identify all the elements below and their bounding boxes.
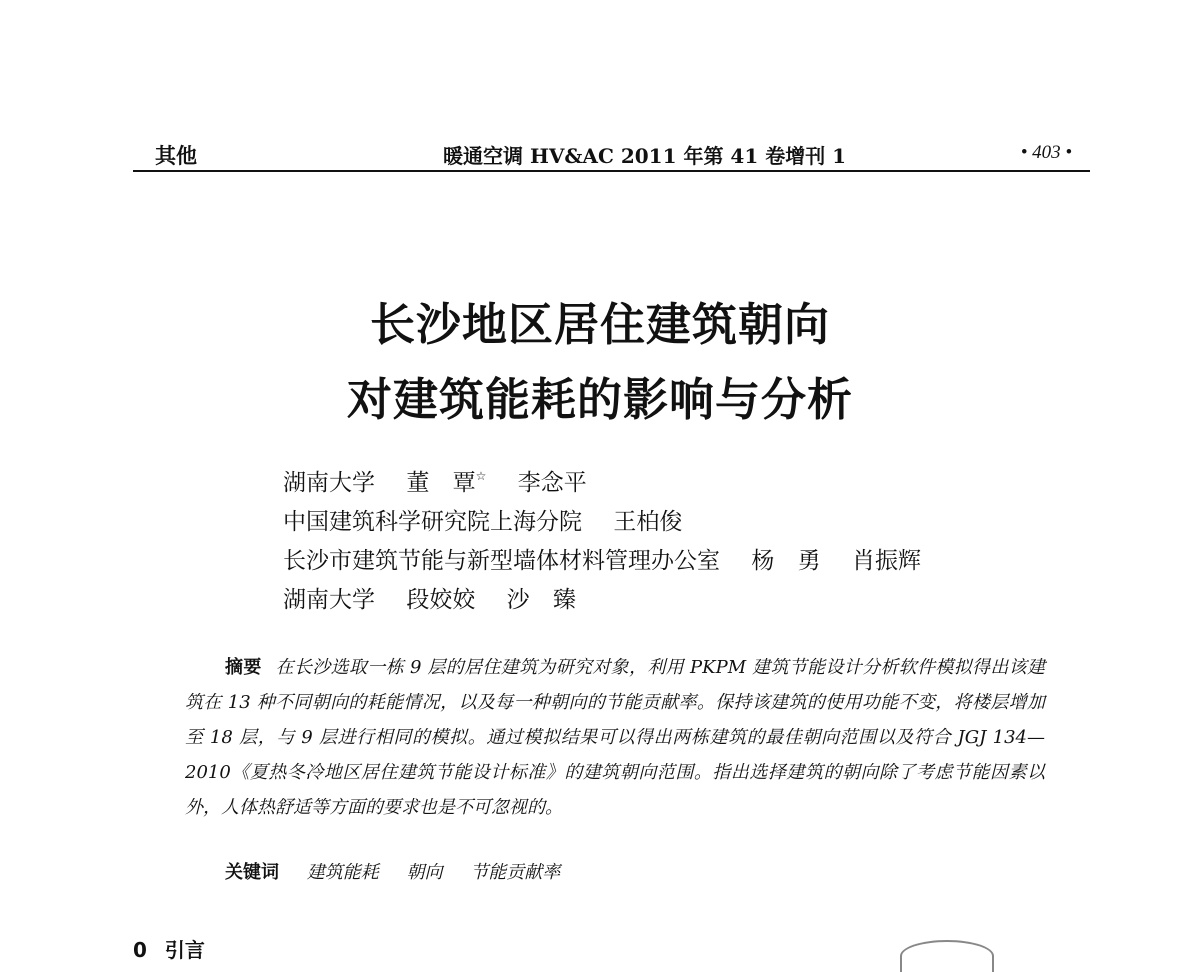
affiliation: 湖南大学 xyxy=(283,470,375,496)
author-line xyxy=(283,503,921,542)
header-journal: 暖通空调 HV&AC 2011 年第 41 卷增刊 1 xyxy=(443,144,847,168)
keyword: 朝向 xyxy=(406,862,443,883)
keywords-label: 关键词 xyxy=(225,862,279,883)
author-name: 肖振辉 xyxy=(851,548,921,574)
author-name: 李念平 xyxy=(517,470,587,496)
section-number: 0 xyxy=(133,938,147,962)
affiliation: 湖南大学 xyxy=(283,587,375,613)
author-line xyxy=(283,581,921,620)
abstract-text: 在长沙选取一栋 9 层的居住建筑为研究对象，利用 PKPM 建筑节能设计分析软件模拟得出该建筑在 13 种不同朝向的耗能情况，以及每一种朝向的节能贡献率。保持该建筑的使用功能不变，将楼层增加至 18 层，与 9 层进行相同的模拟。通过模拟结果可以得出两栋建筑的最佳朝向范围以及符合 JGJ 134—2010《夏热冬冷地区居住建筑节能设计标准》的建筑朝向范围。指出选择建筑的朝向除了考虑节能因素以外，人体热舒适等方面的要求也是不可忽视的。 xyxy=(185,657,1046,818)
title-line-2: 对建筑能耗的影响与分析 xyxy=(346,373,853,426)
corresponding-mark: ☆ xyxy=(475,469,487,483)
author-name: 王柏俊 xyxy=(613,509,683,535)
abstract xyxy=(185,650,1045,825)
keywords xyxy=(225,858,582,884)
author-line xyxy=(283,457,921,503)
author-name: 杨 xyxy=(751,548,775,574)
author-block xyxy=(283,457,921,620)
header-page-number: • 403 • xyxy=(1020,142,1072,163)
scan-blot xyxy=(900,940,994,972)
author-name: 臻 xyxy=(552,587,576,613)
header-section: 其他 xyxy=(155,143,197,168)
author-name: 勇 xyxy=(797,548,821,574)
keyword: 建筑能耗 xyxy=(306,862,379,883)
running-header xyxy=(133,138,1090,170)
title-line-1: 长沙地区居住建筑朝向 xyxy=(369,298,830,351)
author-name: 段姣姣 xyxy=(406,587,476,613)
abstract-label: 摘要 xyxy=(225,657,262,678)
section-title: 引言 xyxy=(164,938,205,962)
affiliation: 中国建筑科学研究院上海分院 xyxy=(283,509,582,535)
header-rule xyxy=(133,170,1090,172)
author-line xyxy=(283,542,921,581)
author-name: 沙 xyxy=(506,587,530,613)
keyword: 节能贡献率 xyxy=(470,862,561,883)
author-name: 董 xyxy=(406,470,430,496)
section-heading xyxy=(133,934,205,963)
affiliation: 长沙市建筑节能与新型墙体材料管理办公室 xyxy=(283,548,720,574)
author-name: 覃 xyxy=(452,470,476,496)
